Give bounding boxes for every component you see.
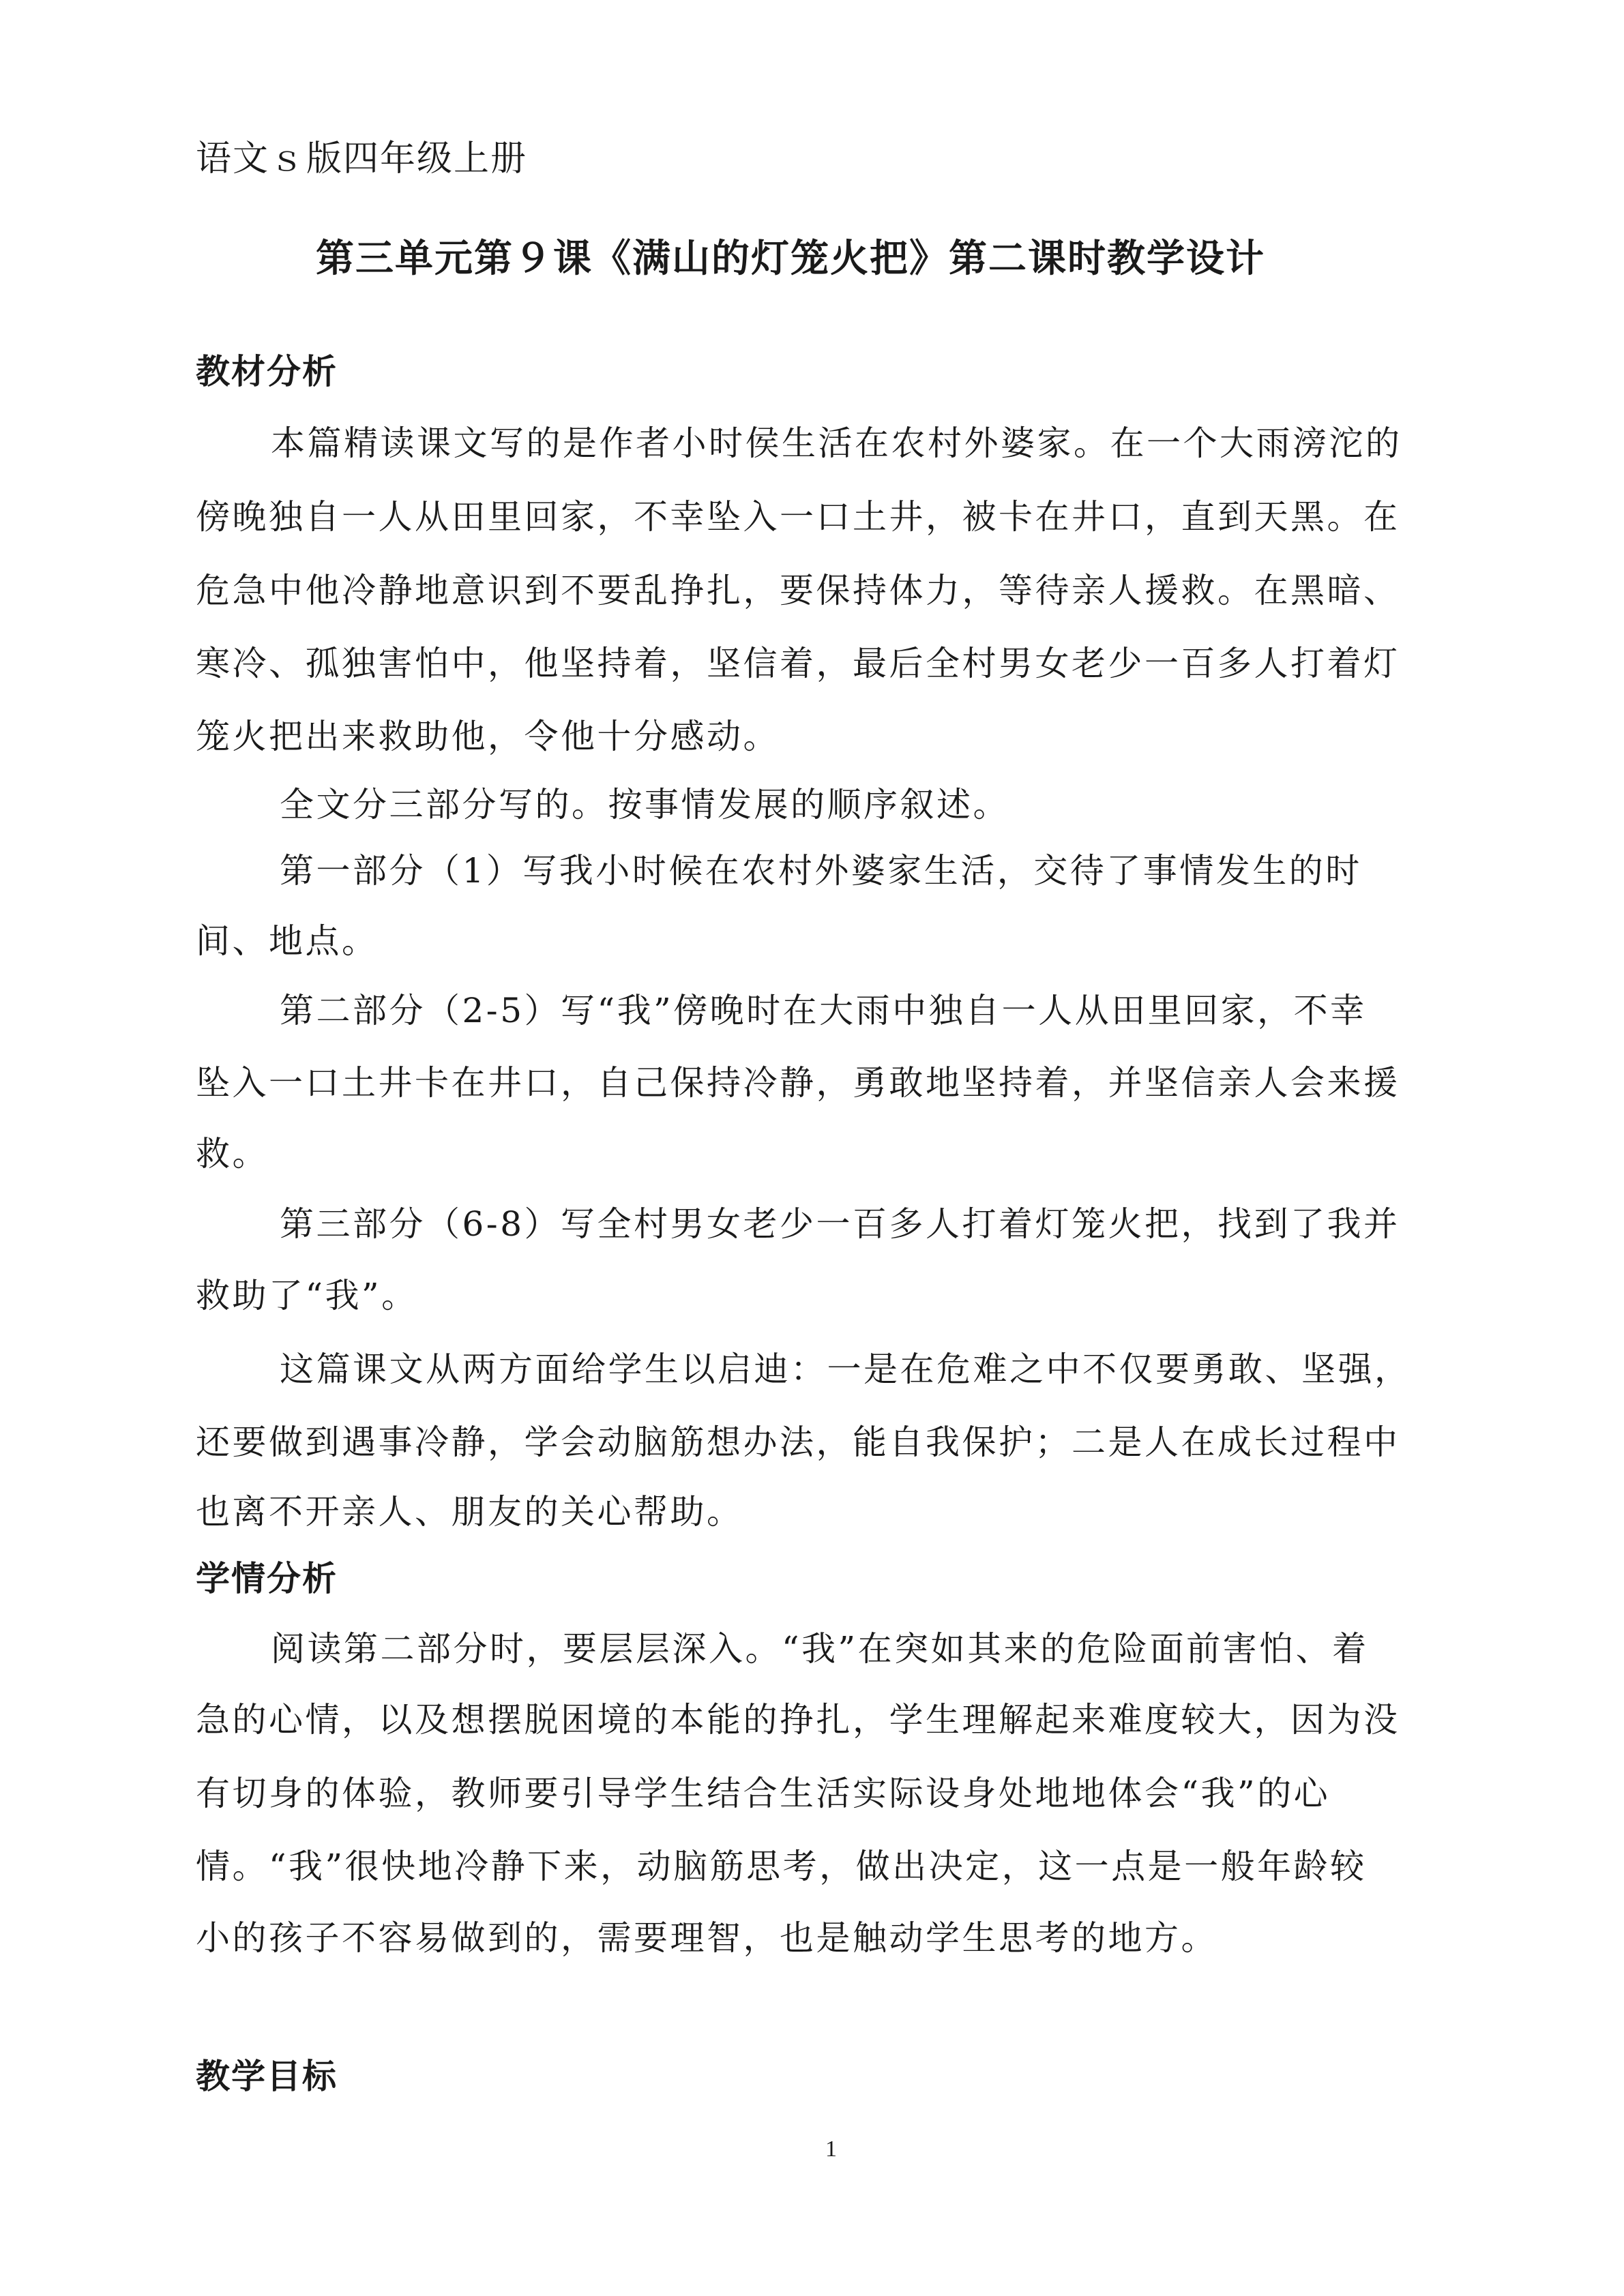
document-title: 第三单元第９课《满山的灯笼火把》第二课时教学设计 [316, 237, 1265, 281]
paragraph-line: 第一部分（1）写我小时候在农村外婆家生活，交待了事情发生的时 [280, 851, 1362, 891]
paragraph-line: 危急中他冷静地意识到不要乱挣扎，要保持体力，等待亲人援救。在黑暗、 [196, 571, 1400, 610]
paragraph-line: 也离不开亲人、朋友的关心帮助。 [196, 1492, 743, 1532]
paragraph-line: 阅读第二部分时，要层层深入。“我”在突如其来的危险面前害怕、着 [271, 1629, 1369, 1669]
paragraph-line: 全文分三部分写的。按事情发展的顺序叙述。 [280, 785, 1009, 824]
paragraph-line: 第二部分（2-5）写“我”傍晚时在大雨中独自一人从田里回家，不幸 [280, 991, 1367, 1030]
paragraph-line: 间、地点。 [196, 921, 379, 961]
paragraph-line: 急的心情，以及想摆脱困境的本能的挣扎，学生理解起来难度较大，因为没 [196, 1700, 1400, 1740]
section-heading-material: 教材分析 [196, 352, 338, 391]
paragraph-line: 有切身的体验，教师要引导学生结合生活实际设身处地地体会“我”的心 [196, 1774, 1331, 1813]
section-heading-students: 学情分析 [196, 1559, 338, 1598]
page-number: 1 [825, 2136, 837, 2162]
paragraph-line: 救。 [196, 1134, 269, 1174]
section-heading-goals: 教学目标 [196, 2057, 338, 2096]
paragraph-line: 笼火把出来救助他，令他十分感动。 [196, 717, 780, 756]
paragraph-line: 坠入一口土井卡在井口，自己保持冷静，勇敢地坚持着，并坚信亲人会来援 [196, 1063, 1400, 1103]
paragraph-line: 救助了“我”。 [196, 1276, 418, 1315]
paragraph-line: 第三部分（6-8）写全村男女老少一百多人打着灯笼火把，找到了我并 [280, 1204, 1400, 1244]
paragraph-line: 本篇精读课文写的是作者小时侯生活在农村外婆家。在一个大雨滂沱的 [271, 423, 1402, 463]
paragraph-line: 这篇课文从两方面给学生以启迪：一是在危难之中不仅要勇敢、坚强， [280, 1350, 1411, 1389]
paragraph-line: 傍晚独自一人从田里回家，不幸坠入一口土井，被卡在井口，直到天黑。在 [196, 497, 1400, 537]
paragraph-line: 还要做到遇事冷静，学会动脑筋想办法，能自我保护；二是人在成长过程中 [196, 1422, 1400, 1462]
paragraph-line: 情。“我”很快地冷静下来，动脑筋思考，做出决定，这一点是一般年龄较 [196, 1847, 1367, 1886]
document-header: 语文ｓ版四年级上册 [196, 138, 528, 179]
paragraph-line: 寒冷、孤独害怕中，他坚持着，坚信着，最后全村男女老少一百多人打着灯 [196, 644, 1400, 683]
paragraph-line: 小的孩子不容易做到的，需要理智，也是触动学生思考的地方。 [196, 1918, 1217, 1958]
